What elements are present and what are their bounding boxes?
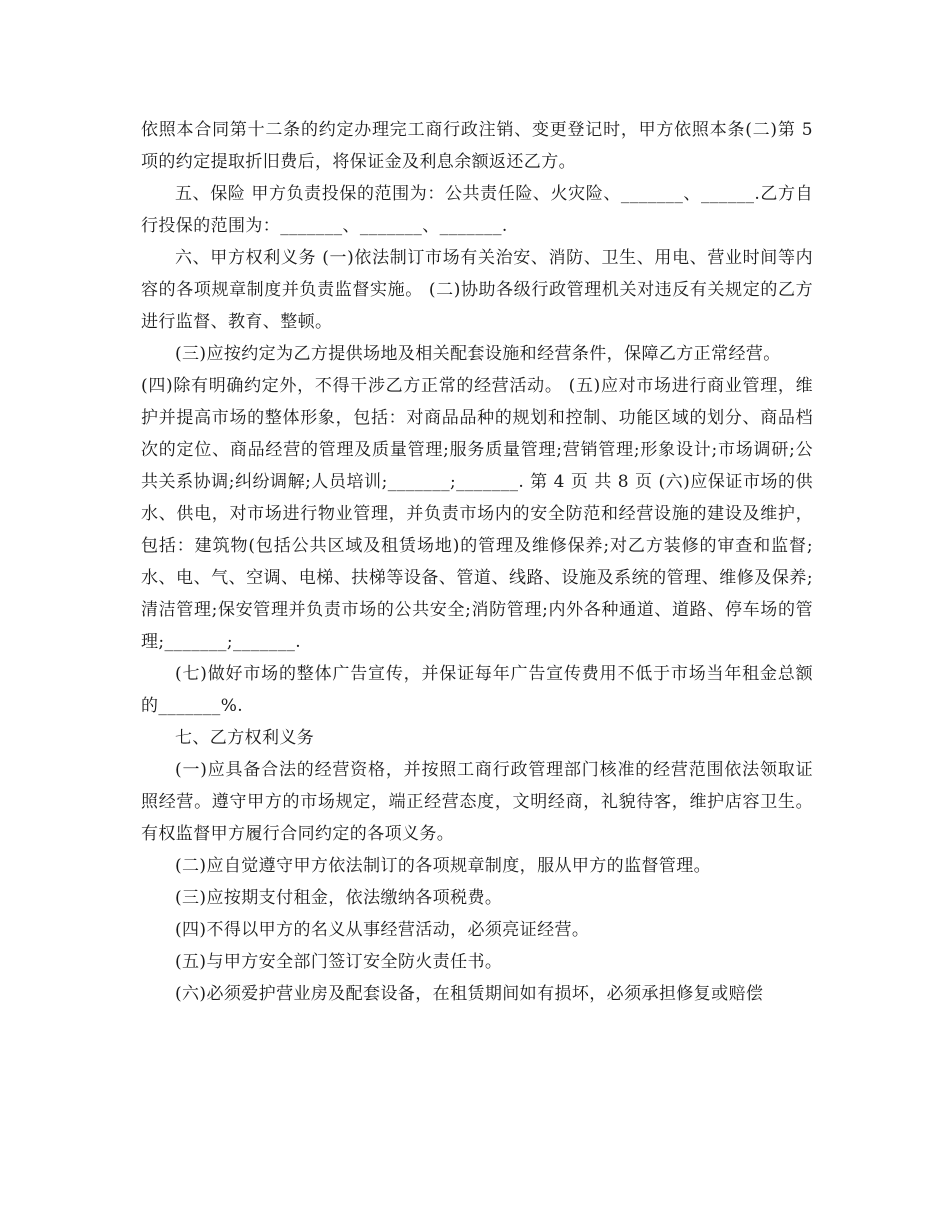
paragraph-party-b-item-1: (一)应具备合法的经营资格，并按照工商行政管理部门核准的经营范围依法领取证照经营。遵守甲方的市场规定，端正经营态度，文明经商，礼貌待客，维护店容卫生。有权监督甲方履行合同约定的各项义务。 <box>141 760 813 844</box>
paragraph-party-b-item-3: (三)应按期支付租金，依法缴纳各项税费。 <box>175 888 503 908</box>
paragraph-party-a-items-4-6: (四)除有明确约定外，不得干涉乙方正常的经营活动。 (五)应对市场进行商业管理，维护并提高市场的整体形象，包括：对商品品种的规划和控制、功能区域的划分、商品档次的定位、商品经营的管理及质量管理;服务质量管理;营销管理;形象设计;市场调研;公共关系协调;纠纷调解;人员培训;_______;_______. 第 4 页 共 8 页 (六)应保证市场的供水、供电，对市场进行物业管理，并负责市场内的安全防范和经营设施的建设及维护，包括：建筑物(包括公共区域及租赁场地)的管理及维修保养;对乙方装修的审查和监督;水、电、气、空调、电梯、扶梯等设备、管道、线路、设施及系统的管理、维修及保养;清洁管理;保安管理并负责市场的公共安全;消防管理;内外各种通道、道路、停车场的管理;_______;_______. <box>141 376 813 652</box>
paragraph-party-b-item-6: (六)必须爱护营业房及配套设备，在租赁期间如有损坏，必须承担修复或赔偿 <box>175 984 764 1004</box>
paragraph-party-a-item-7: (七)做好市场的整体广告宣传，并保证每年广告宣传费用不低于市场当年租金总额的_______%. <box>141 664 813 716</box>
paragraph-party-b-item-2: (二)应自觉遵守甲方依法制订的各项规章制度，服从甲方的监督管理。 <box>175 856 712 876</box>
paragraph-insurance: 五、保险 甲方负责投保的范围为：公共责任险、火灾险、_______、______.乙方自行投保的范围为：_______、_______、_______. <box>141 184 813 236</box>
paragraph-party-b-item-5: (五)与甲方安全部门签订安全防火责任书。 <box>175 952 503 972</box>
document-body <box>141 114 813 1010</box>
section-heading-party-b-rights: 七、乙方权利义务 <box>175 728 315 748</box>
paragraph-party-a-rights: 六、甲方权利义务 (一)依法制订市场有关治安、消防、卫生、用电、营业时间等内容的各项规章制度并负责监督实施。 (二)协助各级行政管理机关对违反有关规定的乙方进行监督、教育、整顿。 <box>141 248 813 332</box>
paragraph-party-b-item-4: (四)不得以甲方的名义从事经营活动，必须亮证经营。 <box>175 920 590 940</box>
paragraph-party-a-item-3: (三)应按约定为乙方提供场地及相关配套设施和经营条件，保障乙方正常经营。 <box>175 344 781 364</box>
paragraph-deposit-return: 依照本合同第十二条的约定办理完工商行政注销、变更登记时，甲方依照本条(二)第 5 项的约定提取折旧费后，将保证金及利息余额返还乙方。 <box>141 120 813 172</box>
